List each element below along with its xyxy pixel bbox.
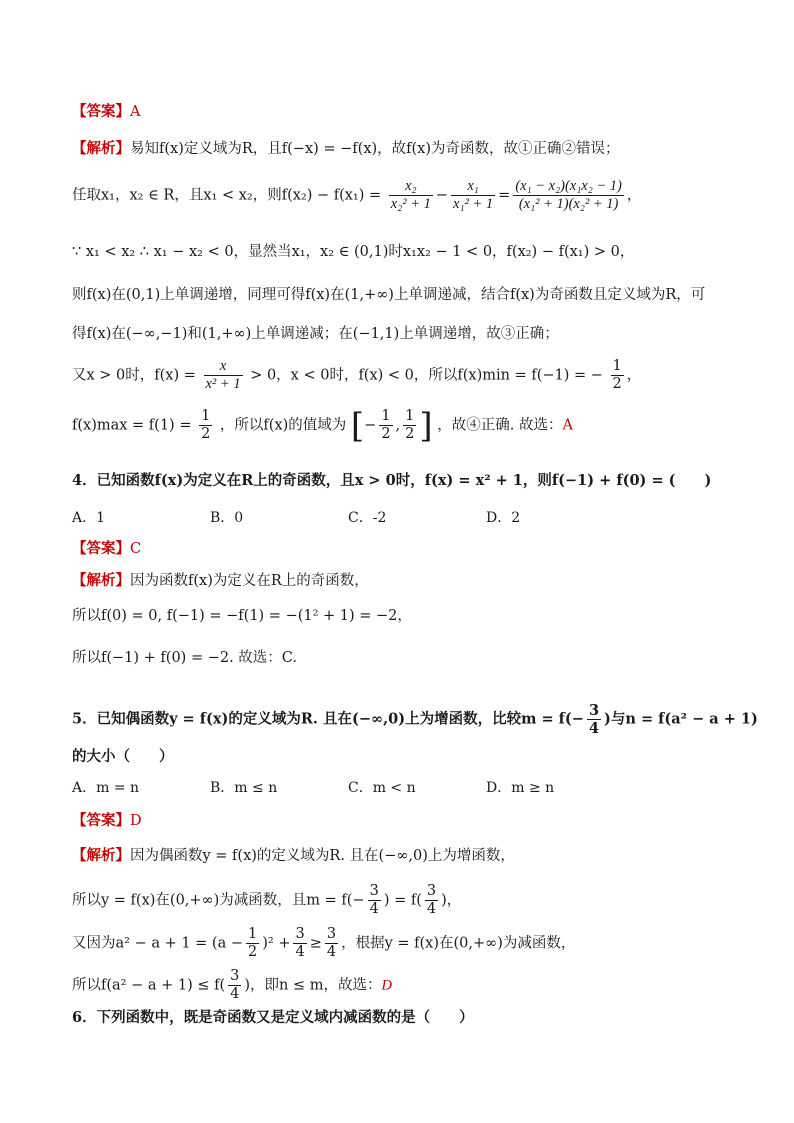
q5-a3-f2-den: 4 [295,944,305,960]
q3-l7-text-a: f(x)max = f(1) = [72,417,192,434]
q5-a3-f1-num: 1 [248,926,258,942]
q5-a3-text-b: )² + [262,935,291,952]
q5-a2-fraction-1 [368,883,381,918]
q5-a3-text-d: ，根据y = f(x)在(0,+∞)为减函数， [341,935,576,952]
q3-fraction-3 [513,178,624,213]
q3-f2-den: x₁² + 1 [453,196,494,212]
q5-a3-f3-num: 3 [326,926,337,942]
range-high [403,408,416,443]
q5-a2-f1-num: 3 [369,883,379,899]
q5-a3-fraction-1 [246,926,259,961]
q3-analysis-line-4: 则f(x)在(0,1)上单调递增，同理可得f(x)在(1,+∞)上单调递减，结合f(x)为奇函数且定义域为R，可 [72,287,706,303]
analysis-label: 【解析】 [72,573,130,589]
q4-analysis-line-2: 所以f(0) = 0, f(−1) = −f(1) = −(1² + 1) = −2， [72,608,412,624]
q5-stem-frac-den: 4 [588,720,600,737]
analysis-label: 【解析】 [72,141,130,157]
q4-option-a: A．1 [72,510,106,526]
answer-label: 【答案】 [72,541,130,557]
q3-l7-choice: A [562,417,573,434]
q5-a4-choice: D [381,977,392,994]
q5-a4-text-b: )，即n ≤ m，故选： [244,977,382,994]
q3-analysis-line-1 [72,138,620,160]
q3-l7-half-num: 1 [201,408,211,424]
range-high-den: 2 [405,426,415,442]
q3-l2-end: ， [626,187,642,204]
q3-l7-text-c: ，故④正确. 故选： [437,417,563,434]
q5-a4-frac-num: 3 [230,968,240,984]
q5-analysis-line-1 [72,845,515,867]
q4-option-b: B．0 [210,510,244,526]
range-left-bracket: [ [350,405,365,446]
q5-answer-line [72,810,142,832]
q5-option-a: A．m = n [72,780,140,796]
q3-f3-num: (x₁ − x₂)(x₁x₂ − 1) [515,178,622,194]
range-high-num: 1 [405,408,415,424]
q3-answer-line [72,101,140,123]
q3-analysis-line-5: 得f(x)在(−∞,−1)和(1,+∞)上单调递减；在(−1,1)上单调递增，故③正确； [72,326,559,342]
q3-l7-text-b: ，所以f(x)的值域为 [219,417,347,434]
q4-answer-line [72,538,141,560]
q5-a3-text-c: ≥ [309,935,322,952]
range-low-num: 1 [381,408,391,424]
q3-answer-value: A [130,104,141,120]
q3-l6-half-den: 2 [612,376,622,392]
q4-analysis-line-3: 所以f(−1) + f(0) = −2. 故选：C. [72,650,297,666]
q5-a3-f3-den: 4 [326,944,337,960]
q5-a2-text-b: ) = f( [383,892,422,909]
q5-stem-frac-num: 3 [588,702,600,719]
q3-l6-frac-num: x [204,358,243,376]
q5-a4-fraction [228,968,241,1003]
q3-f1-den: x₂² + 1 [390,196,431,212]
range-right-bracket: ] [419,405,433,446]
q3-analysis-line-2: 任取x₁，x₂ ∈ R，且x₁ < x₂，则f(x₂) − f(x₁) = $\frac{\text{x₂}}{\text{x₂² + 1}}$ − $\frac{\text{x₁}}{\text{x₁² + 1}}$ = $\frac{\text{(x₁ − x₂)(x₁x₂ − 1)}}{\text{(x₁² + 1)(x₂² + 1)}}$ ， [72,178,642,212]
answer-label: 【答案】 [72,813,130,829]
q3-analysis-line-3: ∵ x₁ < x₂ ∴ x₁ − x₂ < 0，显然当x₁，x₂ ∈ (0,1)时x₁x₂ − 1 < 0，f(x₂) − f(x₁) > 0， [72,244,635,260]
q3-l2-text: 任取x₁，x₂ ∈ R，且x₁ < x₂，则f(x₂) − f(x₁) = [72,187,382,204]
q3-f1-num: x₂ [389,178,433,196]
q3-fraction-1 [389,178,433,213]
q5-stem-fraction [587,702,601,737]
q6-stem: 6．下列函数中，既是奇函数又是定义域内减函数的是（ ） [72,1009,474,1026]
q4-option-c: C．-2 [348,510,387,526]
q3-f2-num: x₁ [451,178,495,196]
q5-a3-f2-num: 3 [295,926,305,942]
q3-l7-half [199,408,212,443]
q5-a2-f2-den: 4 [426,901,437,917]
q4-analysis-text-1: 因为函数f(x)为定义在R上的奇函数， [130,573,369,589]
q3-l6-text-b: > 0，x < 0时，f(x) < 0，所以f(x)min = f(−1) = − [250,367,603,384]
q5-a2-text-c: )， [441,892,462,909]
q5-stem-line-2: 的大小（ ） [72,748,174,765]
range-low [379,408,392,443]
q5-option-d: D．m ≥ n [486,780,555,796]
q5-stem-b: )与n = f(a² − a + 1) [604,710,758,728]
q5-stem-line-1 [72,702,758,737]
q5-stem-a: 5．已知偶函数y = f(x)的定义域为R. 且在(−∞,0)上为增函数，比较m = f(− [72,710,584,728]
q4-option-d: D．2 [486,510,521,526]
q3-l7-half-den: 2 [201,426,211,442]
q5-a2-f2-num: 3 [426,883,437,899]
q5-a2-text-a: 所以y = f(x)在(0,+∞)为减函数，且m = f(− [72,892,365,909]
q5-a2-fraction-2 [425,883,438,918]
q3-f3-den: (x₁² + 1)(x₂² + 1) [518,196,619,212]
q5-analysis-line-2 [72,883,461,918]
q5-a3-fraction-2 [293,926,306,961]
q3-fraction-2 [451,178,495,213]
q4-analysis-line-1 [72,570,369,592]
q3-analysis-text-1: 易知f(x)定义域为R，且f(−x) = −f(x)，故f(x)为奇函数，故①正确②错误； [130,141,620,157]
q3-analysis-line-7: f(x)max = f(1) = $\frac{1}{2}$ ，所以f(x)的值域为 [− $\frac{1}{2}$ , $\frac{1}{2}$ ] ，故④正确. 故选：A [72,405,573,446]
q5-analysis-line-3 [72,926,575,961]
q3-l6-end: ， [626,367,642,384]
q5-a3-fraction-3 [325,926,338,961]
q3-l6-half [611,358,624,393]
q4-stem: 4．已知函数f(x)为定义在R上的奇函数，且x > 0时，f(x) = x² + 1，则f(−1) + f(0) = ( ) [72,472,712,489]
q5-a4-frac-den: 4 [230,986,240,1002]
q3-l6-text-a: 又x > 0时，f(x) = [72,367,196,384]
q5-analysis-line-4 [72,968,392,1003]
q3-l6-fraction [204,358,243,393]
range-low-den: 2 [381,426,391,442]
q3-l6-frac-den: x² + 1 [205,376,241,392]
q5-a2-f1-den: 4 [369,901,379,917]
q3-analysis-line-6 [72,358,641,393]
analysis-label: 【解析】 [72,848,130,864]
answer-label: 【答案】 [72,104,130,120]
q5-a3-text-a: 又因为a² − a + 1 = (a − [72,935,243,952]
q5-answer-value: D [130,813,142,829]
q5-a4-text-a: 所以f(a² − a + 1) ≤ f( [72,977,226,994]
q3-l6-half-num: 1 [612,358,622,374]
q5-a3-f1-den: 2 [248,944,258,960]
q4-answer-value: C [130,541,142,557]
q5-analysis-text-1: 因为偶函数y = f(x)的定义域为R. 且在(−∞,0)上为增函数， [130,848,515,864]
q5-option-b: B．m ≤ n [210,780,278,796]
q5-option-c: C．m < n [348,780,416,796]
